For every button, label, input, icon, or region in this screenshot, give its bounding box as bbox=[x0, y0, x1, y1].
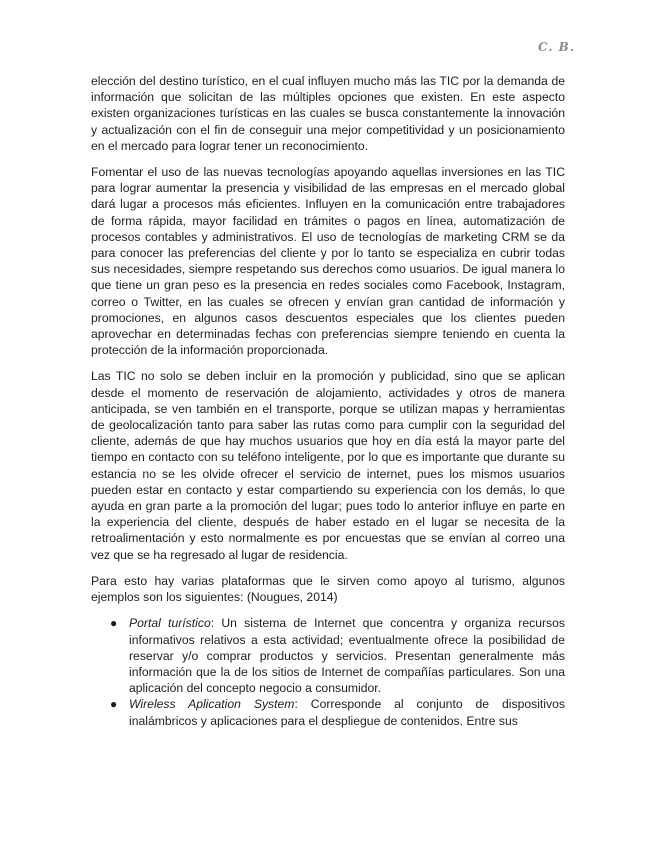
paragraph: Fomentar el uso de las nuevas tecnologías apoyando aquellas inversiones en las TIC para lograr aumentar la presencia y visibilidad de las empresas en el mercado global dará lugar a procesos más eficientes. Influyen en la comunicación entre trabajadores de forma rápida, mayor facilidad en trámites o pagos en línea, automatización de procesos contables y administrativos. El uso de tecnologías de marketing CRM se da para conocer las preferencias del cliente y por lo tanto se especializa en cubrir todas sus necesidades, siempre respetando sus derechos como usuarios. De igual manera lo que tiene un gran peso es la presencia en redes sociales como Facebook, Instagram, correo o Twitter, en las cuales se ofrecen y envían gran cantidad de información y promociones, en algunos casos descuentos especiales que los clientes pueden aprovechar en determinadas fechas con preferencias siempre teniendo en cuenta la protección de la información proporcionada. bbox=[91, 165, 565, 358]
bullet-icon: ● bbox=[110, 616, 118, 631]
paragraph: Para esto hay varias plataformas que le sirven como apoyo al turismo, algunos ejemplos son los siguientes: (Nougues, 2014) bbox=[91, 573, 565, 605]
platform-list bbox=[91, 615, 565, 728]
paragraph: Las TIC no solo se deben incluir en la promoción y publicidad, sino que se aplican desde el momento de reservación de alojamiento, actividades y otros de manera anticipada, se ven también en el transporte, porque se utilizan mapas y herramientas de geolocalización tanto para saber las rutas como para cumplir con la seguridad del cliente, además de que hay muchos usuarios que hoy en día está la mayor parte del tiempo en contacto con su teléfono inteligente, por lo que es importante que durante su estancia no se les olvide ofrecer el servicio de internet, pues los mismos usuarios pueden estar en contacto y estar compartiendo su experiencia con los demás, lo que ayuda en gran parte a la promoción del lugar; pues todo lo anterior influye en parte en la experiencia del cliente, después de haber estado en el lugar se necesita de la retroalimentación y esto normalmente es por encuestas que se envían al correo una vez que se ha regresado al lugar de residencia. bbox=[91, 369, 565, 562]
bullet-icon: ● bbox=[110, 697, 118, 712]
header-initials: C. B. bbox=[537, 40, 575, 54]
list-item bbox=[91, 615, 565, 696]
list-item bbox=[91, 696, 565, 728]
list-item-text: : Un sistema de Internet que concentra y organiza recursos informativos relativos a esta actividad; eventualmente ofrece la posibilidad de reservar y/o comprar productos y servicios. Presentan generalmente más información que la de los sitios de Internet de compañías particulares. Son una aplicación del concepto negocio a consumidor. bbox=[129, 616, 565, 696]
list-item-term: Wireless Aplication System bbox=[129, 697, 295, 712]
list-item-term: Portal turístico bbox=[129, 616, 211, 631]
body-text bbox=[91, 73, 565, 729]
list-item-text: : Corresponde al conjunto de dispositivos inalámbricos y aplicaciones para el despliegue de contenidos. Entre sus bbox=[129, 697, 565, 728]
paragraph: elección del destino turístico, en el cual influyen mucho más las TIC por la demanda de información que solicitan de las múltiples opciones que existen. En este aspecto existen organizaciones turísticas en las cuales se busca constantemente la innovación y actualización con el fin de conseguir una mejor competitividad y un posicionamiento en el mercado para lograr tener un reconocimiento. bbox=[91, 74, 565, 153]
